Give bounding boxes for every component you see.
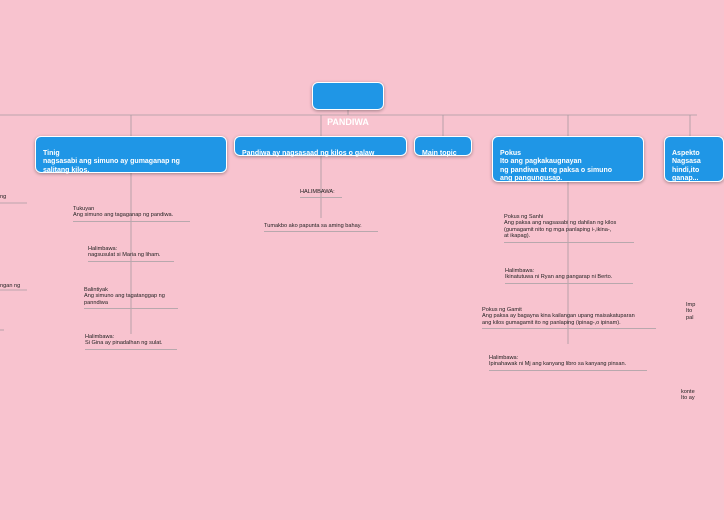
subtopic-pokus-gamit-text: Pokus ng Gamit Ang paksa ay bagayna kina kailangan upang maisakatuparan ang kilos gumagamit ito ng panlaping (ipinag-,o ipinam). — [482, 306, 635, 326]
subtopic-pokus-halimbawa-1[interactable] — [505, 261, 633, 284]
topic-aspekto[interactable] — [664, 136, 724, 182]
topic-pandiwa-kilos[interactable] — [234, 136, 407, 156]
subtopic-kilos-example-text: Tumakbo ako papunta sa aming bahay. — [264, 222, 362, 229]
topic-tinig-label: Tinig nagsasabi ang simuno ay gumaganap ng salitang kilos. — [43, 149, 180, 174]
topic-pokus[interactable] — [492, 136, 644, 182]
subtopic-right-fragment-1[interactable] — [686, 295, 697, 323]
subtopic-left-fragment-2-text: ngan ng — [0, 282, 21, 289]
subtopic-right-fragment-2[interactable] — [681, 382, 697, 404]
subtopic-kilos-halimbawa-text: HALIMBAWA: — [300, 188, 335, 195]
subtopic-balintiyak[interactable] — [84, 280, 178, 309]
subtopic-kilos-halimbawa[interactable] — [300, 182, 342, 198]
topic-main-label: Main topic — [422, 149, 457, 157]
subtopic-left-fragment-1[interactable] — [0, 187, 27, 202]
subtopic-balintiyak-text: Balintiyak Ang simuno ang tagatanggap ng panndiwa — [84, 286, 165, 306]
subtopic-tukuyan[interactable] — [73, 199, 190, 222]
subtopic-pokus-halimbawa-2[interactable] — [489, 348, 647, 371]
topic-tinig[interactable] — [35, 136, 227, 173]
topic-pandiwa-kilos-label: Pandiwa ay nagsasaad ng kilos o galaw — [242, 149, 375, 157]
subtopic-pokus-gamit[interactable] — [482, 300, 656, 329]
subtopic-pokus-halimbawa-1-text: Halimbawa: Ikinatutuwa ni Ryan ang pangarap ni Berto. — [505, 267, 613, 281]
subtopic-right-fragment-1-text: Imp Ito pal — [686, 301, 696, 321]
subtopic-left-fragment-1-text: ng — [0, 193, 7, 200]
root-label: PANDIWA — [327, 117, 369, 127]
topic-main[interactable] — [414, 136, 472, 156]
subtopic-tukuyan-text: Tukuyan Ang simuno ang tagaganap ng pandiwa. — [73, 205, 174, 219]
subtopic-tinig-halimbawa-1-text: Halimbawa: nagsusulat si Maria ng liham. — [88, 245, 161, 259]
root-node[interactable] — [312, 82, 384, 127]
subtopic-pokus-sanhi-text: Pokus ng Sanhi Ang paksa ang nagsasabi ng dahilan ng kilos (gumagamit nito ng mga panlaping i-,ikina-, at ikapag). — [504, 213, 617, 240]
subtopic-right-fragment-2-text: konte Ito ay — [681, 388, 695, 402]
subtopic-tinig-halimbawa-2-text: Halimbawa: Si Gina ay pinadalhan ng sulat. — [85, 333, 163, 347]
subtopic-tinig-halimbawa-2[interactable] — [85, 327, 177, 350]
subtopic-left-fragment-2[interactable] — [0, 276, 27, 291]
subtopic-pokus-sanhi[interactable] — [504, 207, 634, 243]
topic-aspekto-label: Aspekto Nagsasa hindi,ito ganap... — [672, 149, 701, 182]
subtopic-kilos-example[interactable] — [264, 216, 378, 232]
topic-pokus-label: Pokus Ito ang pagkakaugnayan ng pandiwa at ng paksa o simuno ang pangungusap. — [500, 149, 613, 182]
subtopic-pokus-halimbawa-2-text: Halimbawa: Ipinahawak ni Mj ang kanyang libro sa kanyang pinsan. — [489, 354, 627, 368]
subtopic-tinig-halimbawa-1[interactable] — [88, 239, 174, 262]
